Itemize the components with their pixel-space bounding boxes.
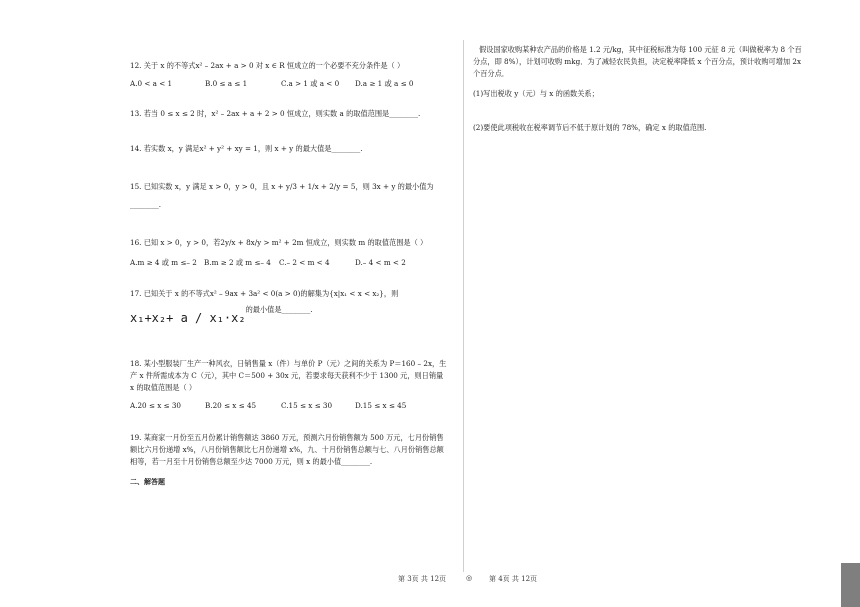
option-a: A.20 ≤ x ≤ 30 [130,401,182,410]
option-c: C.15 ≤ x ≤ 30 [281,401,333,410]
question-15-blank: ________. [130,200,162,209]
option-d: D.a ≥ 1 或 a ≤ 0 [355,79,414,88]
scrollbar-thumb[interactable] [841,563,860,607]
question-15: 15. 已知实数 x，y 满足 x > 0，y > 0，且 x + y/3 + 1/x + 2/y = 5，则 3x + y 的最小值为 [130,182,434,191]
column-divider [463,40,464,572]
problem-intro: 假设国家收购某种农产品的价格是 1.2 元/kg，其中征税标准为每 100 元征 8 元（叫做税率为 8 个百分点，即 8%），计划可收购 mkg．为了减轻农民负担，决定税率降低 x 个百分点，预计收购可增加 2x 个百分点． [473,45,802,78]
problem-part-1: (1)写出税收 y（元）与 x 的函数关系； [473,89,599,98]
option-b: B.m ≥ 2 或 m ≤– 4 [204,258,271,267]
question-16-options [130,257,448,269]
question-17-tail: 的最小值是________. [245,305,313,314]
option-d: D.15 ≤ x ≤ 45 [355,401,407,410]
option-d: D.– 4 < m < 2 [355,258,406,267]
question-18-options [130,400,448,412]
problem-part-2: (2)要使此项税收在税率调节后不低于原计划的 78%，确定 x 的取值范围. [473,123,707,132]
question-17: 17. 已知关于 x 的不等式x² – 9ax + 3a² < 0(a > 0)的解集为{x|x₁ < x < x₂}，则 [130,289,399,298]
option-c: C.a > 1 或 a < 0 [281,79,340,88]
right-column [473,44,806,134]
page-number-right: 第 4页 共 12页 [489,575,538,583]
question-12: 12. 关于 x 的不等式x² – 2ax + a > 0 对 x ∈ R 恒成立的一个必要不充分条件是（ ） [130,61,405,70]
page-number-left: 第 3页 共 12页 [398,575,447,583]
option-b: B.20 ≤ x ≤ 45 [205,401,257,410]
option-a: A.m ≥ 4 或 m ≤– 2 [130,258,197,267]
question-14: 14. 若实数 x，y 满足x² + y² + xy = 1，则 x + y 的最大值是________. [130,144,363,153]
question-16: 16. 已知 x > 0，y > 0，若2y/x + 8x/y > m² + 2m 恒成立，则实数 m 的取值范围是（ ） [130,238,428,247]
option-c: C.– 2 < m < 4 [279,258,330,267]
question-13: 13. 若当 0 ≤ x ≤ 2 时，x² – 2ax + a + 2 > 0 恒成立，则实数 a 的取值范围是________. [130,109,421,118]
option-a: A.0 < a < 1 [130,79,173,88]
option-b: B.0 ≤ a ≤ 1 [205,79,248,88]
question-12-options [130,78,448,90]
question-17-line2 [130,304,448,338]
question-17-formula: x₁+x₂+ a / x₁·x₂ [130,311,246,325]
question-18: 18. 某小型服装厂生产一种风衣，日销售量 x（件）与单价 P（元）之间的关系为 P＝160 – 2x，生产 x 件所需成本为 C（元），其中 C＝500 + 30x 元，若要求每天获利不少于 1300 元，则日销量 x 的取值范围是（ ） [130,359,447,392]
section-heading: 二、解答题 [130,478,165,486]
question-19: 19. 某商家一月份至五月份累计销售额达 3860 万元，预测六月份销售额为 500 万元，七月份销售额比六月份递增 x%，八月份销售额比七月份递增 x%，九、十月份销售总额与七、八月份销售总额相等，若一月至十月份销售总额至少达 7000 万元，则 x 的最小值________. [130,433,444,466]
footer-separator: ◎ [466,574,473,582]
left-column [130,60,448,488]
